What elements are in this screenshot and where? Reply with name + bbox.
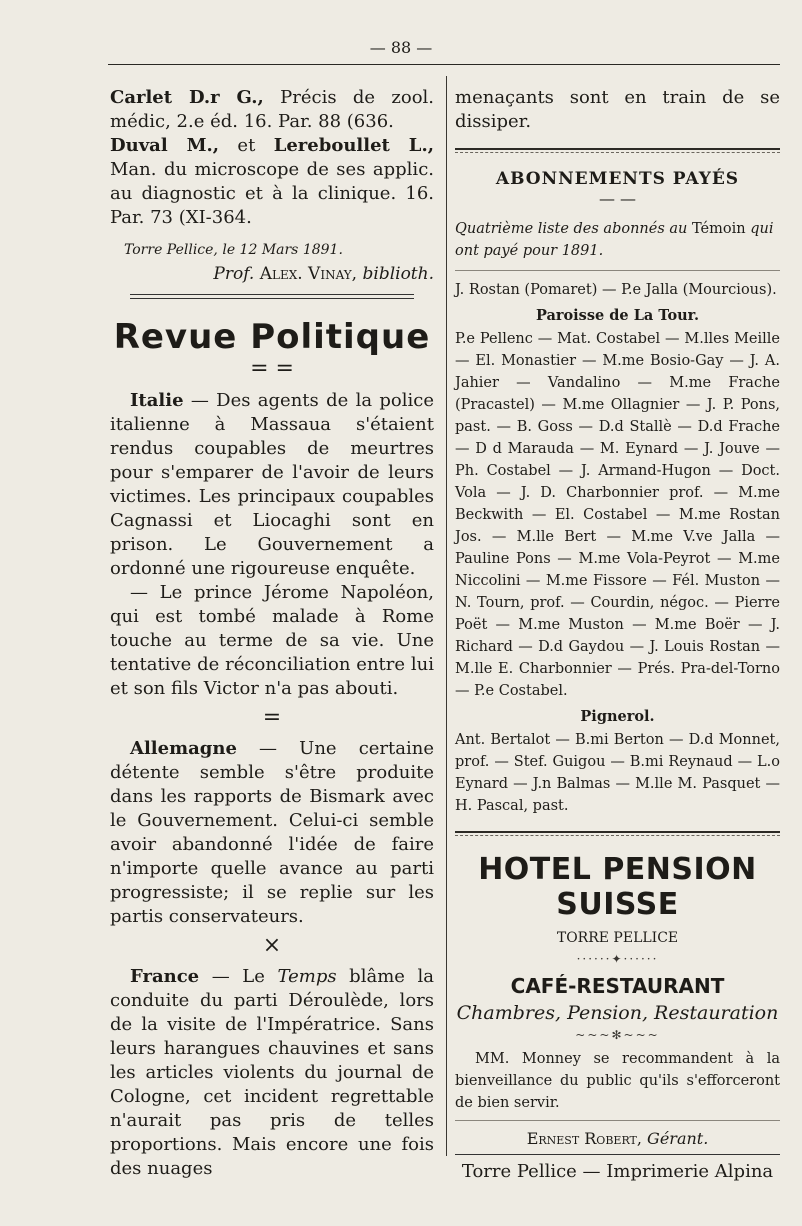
- column-divider: [446, 76, 447, 1156]
- bib-joiner: et: [219, 135, 274, 156]
- intro-italic: Quatrième liste des abonnés au: [455, 221, 688, 237]
- first-entry: J. Rostan (Pomaret) — P.e Jalla (Mourcious).: [455, 282, 777, 298]
- date-line: Torre Pellice, le 12 Mars 1891.: [124, 242, 343, 258]
- paragraph-napoleon: [110, 581, 434, 701]
- paragraph-text: — Des agents de la police italienne à Massaua s'étaient rendus coupables de meurtres pour s'emparer de l'avoir de leurs victimes. Les principaux coupables Cagnassi et Liocaghi sont en prison. Le Gouvernement a ordonné une rigoureuse enquête.: [110, 390, 434, 579]
- paragraph-text-2: blâme la conduite du parti Déroulède, lors de la visite de l'Impératrice. Sans leurs harangues chauvines et sans les articles violents du journal de Cologne, cet incident regrettable n'aurait pas pris de telles proportions. Mais encore une fois des nuages: [110, 966, 434, 1179]
- parish-la-tour-heading: Paroisse de La Tour.: [535, 307, 700, 324]
- paragraph-italic: Temps: [277, 966, 337, 987]
- bib-author: Carlet D.r G.,: [110, 87, 264, 108]
- ornament-divider-icon: ······✦······: [576, 952, 659, 966]
- box-rule-top: [455, 148, 780, 153]
- subscriptions-intro: [455, 218, 780, 262]
- subscriptions-title: ABONNEMENTS PAYÉS: [495, 169, 740, 189]
- paragraph-lead: Italie: [130, 390, 184, 411]
- bib-text: Man. du microscope de ses applic. au diagnostic et à la clinique. 16. Par. 73 (XI-364.: [110, 159, 434, 228]
- intro-italic-2: qui ont payé pour 1891.: [455, 221, 774, 259]
- paragraph-text: — Le: [199, 966, 278, 987]
- continuation-text: menaçants sont en train de se dissiper.: [455, 87, 780, 132]
- paragraph-lead: France: [130, 966, 200, 987]
- bib-text: Précis de zool. médic, 2.e éd. 16. Par. 88 (636.: [110, 87, 435, 132]
- left-column: [110, 86, 434, 1181]
- cafe-subtitle: Chambres, Pension, Restauration: [456, 1002, 779, 1024]
- bib-author: Duval M.,: [110, 135, 220, 156]
- paragraph-text: — Une certaine détente semble s'être produite dans les rapports de Bismark avec le Gouvernement. Celui-ci semble avoir abandonné l'idée de faire n'importe quelle avance au parti progressiste; il se replie sur les partis conservateurs.: [110, 738, 434, 927]
- signature-rule: [455, 1120, 780, 1121]
- manager-role: Gérant.: [647, 1129, 709, 1148]
- signature-prof: Prof.: [213, 264, 255, 284]
- parish-la-tour-list: P.e Pellenc — Mat. Costabel — M.lles Meille — El. Monastier — M.me Bosio-Gay — J. A. Jahier — Vandalino — M.me Frache (Pracastel) — M.me Ollagnier — J. P. Pons, past. — B. Goss — D.d Stallè — D.d Frache — D d Marauda — M. Eynard — J. Jouve — Ph. Costabel — J. Armand-Hugon — Doct. Vola — J. D. Charbonnier prof. — M.me Beckwith — El. Costabel — M.me Rostan Jos. — M.lle Bert — M.me V.ve Jalla — Pauline Pons — M.me Vola-Peyrot — M.me Niccolini — M.me Fissore — Fél. Muston — N. Tourn, prof. — Courdin, négoc. — Pierre Poët — M.me Muston — M.me Boër — J. Richard — D.d Gaydou — J. Louis Rostan — M.lle E. Charbonnier — Prés. Pra-del-Torno — P.e Costabel.: [455, 331, 780, 699]
- section-separator: = =: [250, 356, 294, 381]
- signature-name: Alex. Vinay,: [259, 264, 358, 284]
- paragraph-france: [110, 965, 434, 1181]
- printer-line: Torre Pellice — Imprimerie Alpina: [455, 1154, 780, 1182]
- hotel-town: TORRE PELLICE: [556, 930, 679, 946]
- paragraph-text: — Le prince Jérome Napoléon, qui est tombé malade à Rome touche au terme de sa vie. Une tentative de réconciliation entre lui et son fils Victor n'a pas abouti.: [110, 582, 434, 699]
- librarian-signature: [110, 264, 434, 284]
- bibliography-entry-2: [110, 134, 434, 230]
- flourish-icon: ~~~✻~~~: [575, 1028, 660, 1042]
- paragraph-separator-2: ×: [262, 933, 282, 958]
- page-number: — 88 —: [369, 38, 433, 57]
- cafe-title: CAFÉ-RESTAURANT: [510, 974, 725, 998]
- paragraph-separator-1: =: [262, 705, 282, 730]
- manager-name: Ernest Robert,: [526, 1129, 642, 1148]
- intro-rule: [455, 270, 780, 271]
- paragraph-lead: Allemagne: [130, 738, 237, 759]
- signature-title: biblioth.: [362, 264, 434, 284]
- subscriptions-separator: — —: [598, 189, 637, 208]
- box-rule-bottom: [455, 831, 780, 836]
- parish-pignerol-list: Ant. Bertalot — B.mi Berton — D.d Monnet, prof. — Stef. Guigou — B.mi Reynaud — L.o Eynard — J.n Balmas — M.lle M. Pasquet — H. Pascal, past.: [455, 732, 780, 814]
- section-title: Revue Politique: [113, 317, 431, 357]
- paragraph-allemagne: [110, 737, 434, 929]
- bib-author-2: Lereboullet L.,: [273, 135, 434, 156]
- right-column: [455, 86, 780, 1182]
- intro-plain: Témoin: [687, 221, 751, 237]
- hotel-title: HOTEL PENSION SUISSE: [478, 852, 757, 922]
- bibliography-entry-1: [110, 86, 434, 134]
- top-rule: [108, 64, 780, 65]
- paragraph-italie: [110, 389, 434, 581]
- announcement: MM. Monney se recommandent à la bienveillance du public qu'ils s'efforceront de bien servir.: [455, 1051, 780, 1111]
- parish-pignerol-heading: Pignerol.: [580, 708, 655, 725]
- manager-signature: [455, 1129, 780, 1148]
- section-rule: [130, 294, 414, 299]
